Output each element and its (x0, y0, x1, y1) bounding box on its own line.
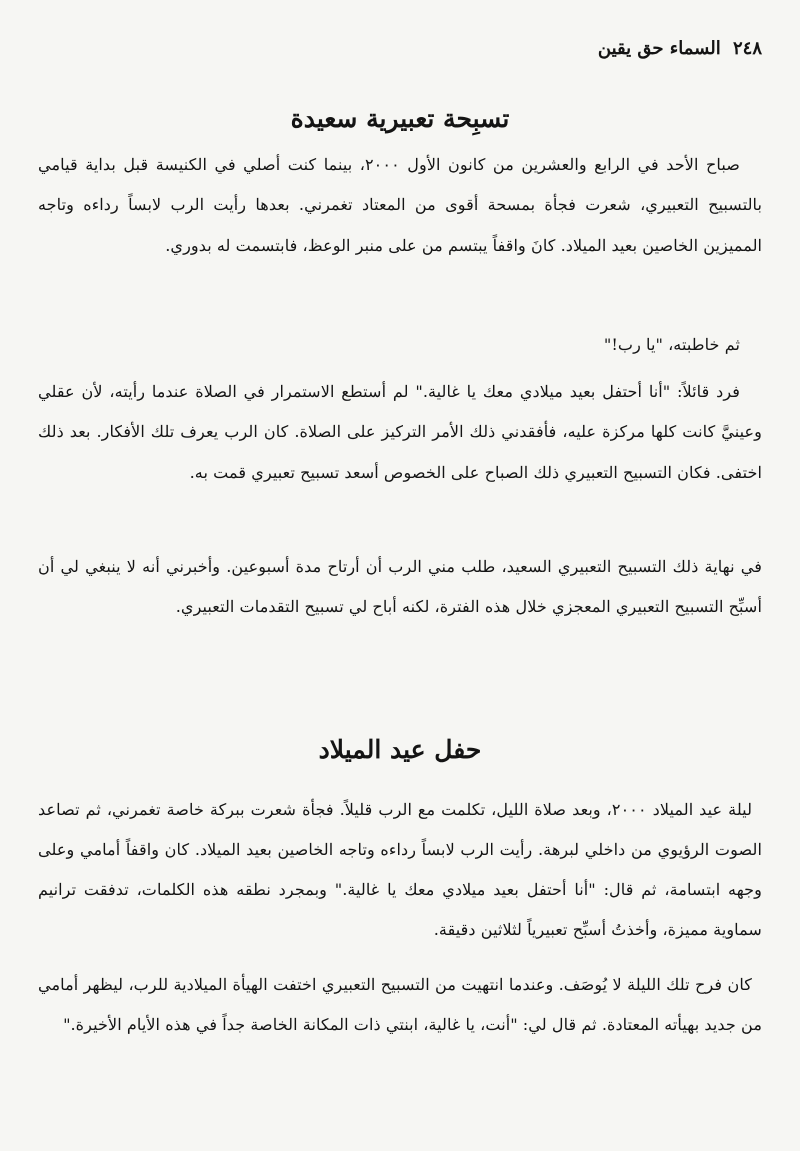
paragraph: في نهاية ذلك التسبيح التعبيري السعيد، طلب مني الرب أن أرتاح مدة أسبوعين. وأخبرني أنه لا ينبغي لي أن أسبِّح التسبيح التعبيري المعجزي خلال هذه الفترة، لكنه أباح لي تسبيح التقدمات التعبيري. (38, 557, 762, 617)
paragraph: ليلة عيد الميلاد ٢٠٠٠، وبعد صلاة الليل، تكلمت مع الرب قليلاً. فجأة شعرت ببركة خاصة تغمرني، ثم تصاعد الصوت الرؤيوي من داخلي لبرهة. رأيت الرب لابساً رداءه وتاجه الخاصين بعيد الميلاد. كان واقفاً أمامي وعلى وجهه ابتسامة، ثم قال: "أنا أحتفل بعيد ميلادي معك يا غالية." وبمجرد نطقه هذه الكلمات، تدفقت ترانيم سماوية مميزة، وأخذتُ أسبِّح تعبيرياً لثلاثين دقيقة. (38, 800, 762, 939)
paragraph: صباح الأحد في الرابع والعشرين من كانون الأول ٢٠٠٠، بينما كنت أصلي في الكنيسة قبل بداية قيامي بالتسبيح التعبيري، شعرت فجأة بمسحة أقوى من المعتاد تغمرني. بعدها رأيت الرب لابساً رداءه وتاجه المميزين الخاصين بعيد الميلاد. كانَ واقفاً يبتسم من على منبر الوعظ، فابتسمت له بدوري. (38, 155, 762, 255)
section-title: حفل عيد الميلاد (318, 735, 482, 764)
section-title: تسبِحة تعبيرية سعيدة (290, 104, 510, 133)
page-number: ٢٤٨ (732, 38, 762, 59)
paragraph: ثم خاطبته، "يا رب!" (603, 335, 740, 354)
paragraph: كان فرح تلك الليلة لا يُوصَف. وعندما انتهيت من التسبيح التعبيري اختفت الهيأة الميلادية للرب، ليظهر أمامي من جديد بهيأته المعتادة. ثم قال لي: "أنت، يا غالية، ابنتي ذات المكانة الخاصة جداً في هذه الأيام الأخيرة." (38, 975, 762, 1034)
paragraph: فرد قائلاً: "أنا أحتفل بعيد ميلادي معك يا غالية." لم أستطع الاستمرار في الصلاة عندما رأيته، لأن عقلي وعينيَّ كانت كلها مركزة عليه، فأفقدني ذلك الأمر التركيز على الصلاة. كان الرب يعرف تلك الأفكار. بعد ذلك اختفى. فكان التسبيح التعبيري ذلك الصباح على الخصوص أسعد تسبيح تعبيري قمت به. (38, 382, 762, 482)
running-header (598, 38, 762, 59)
book-title: السماء حق يقين (597, 38, 721, 59)
